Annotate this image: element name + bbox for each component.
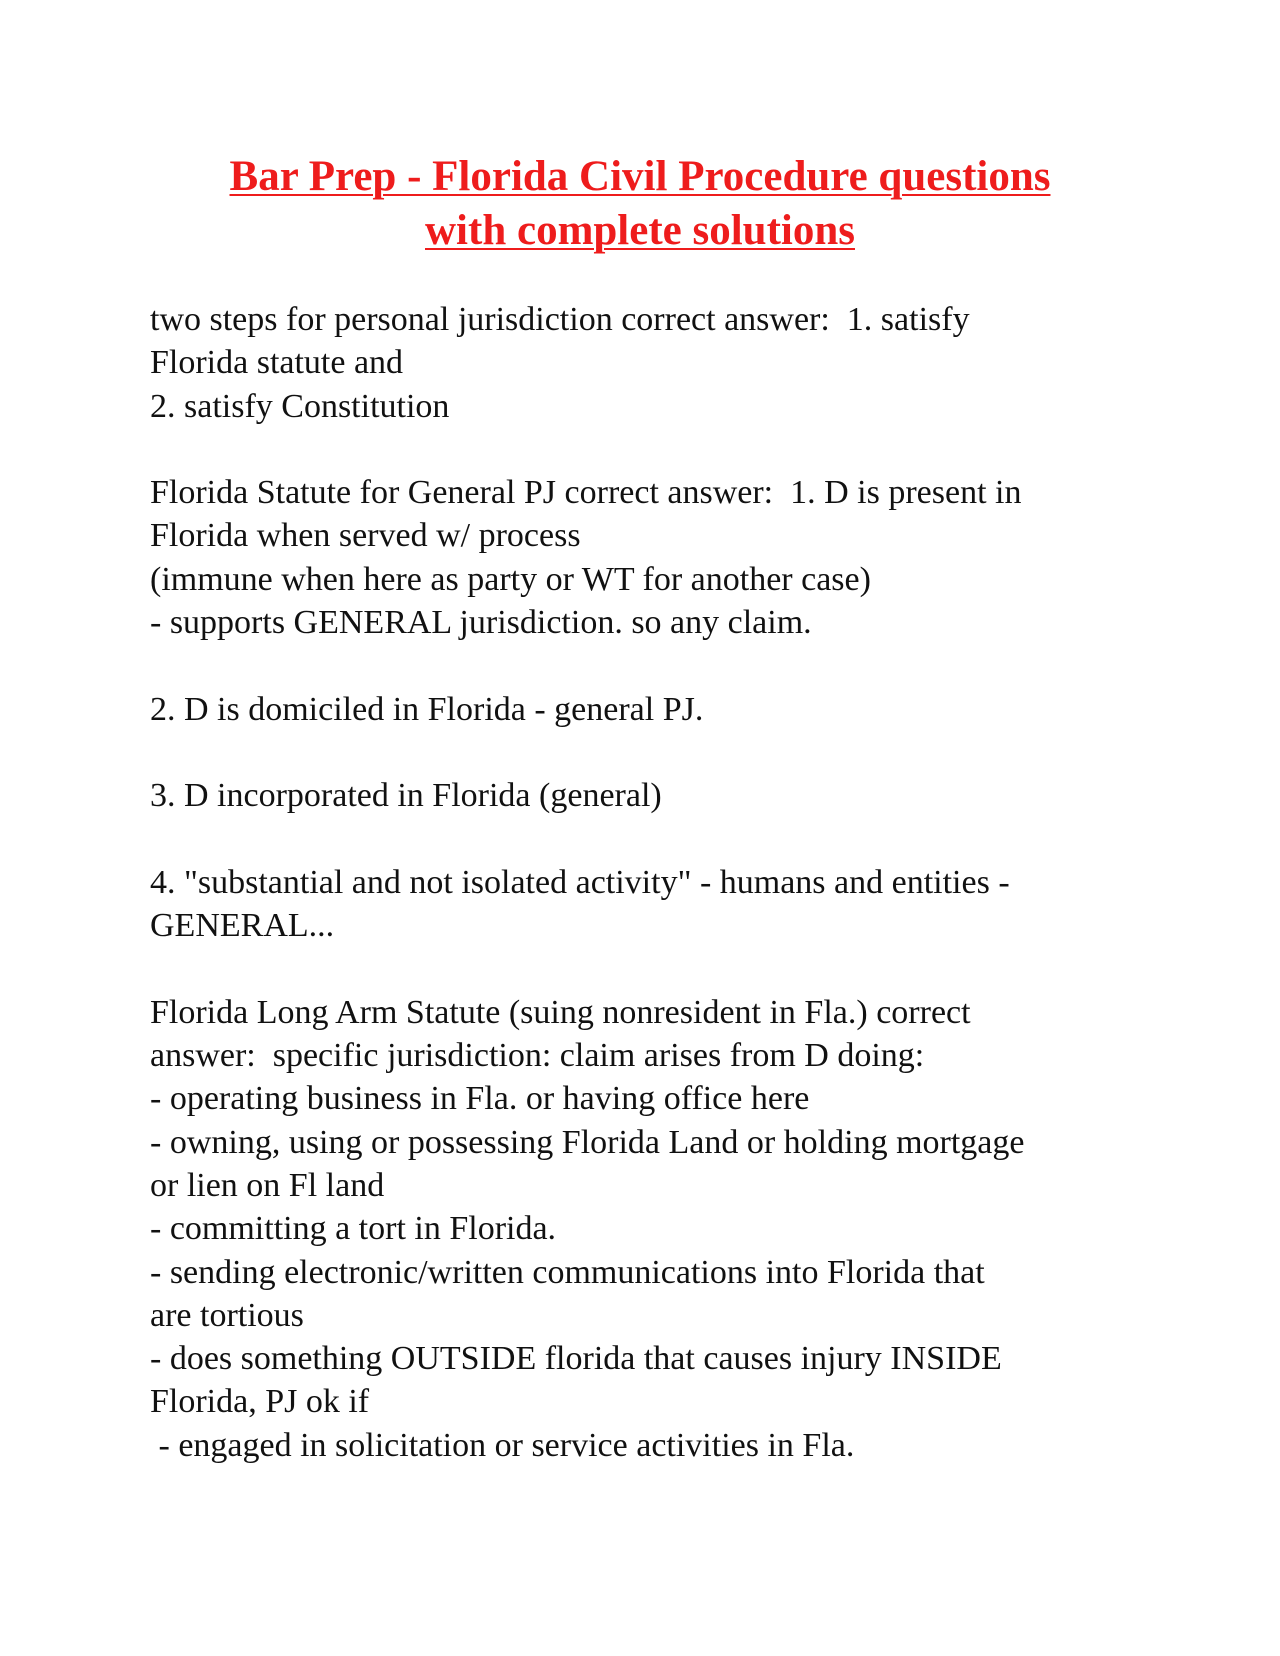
body-line: - operating business in Fla. or having office here (150, 1080, 810, 1118)
document-body (150, 298, 1150, 1467)
document-title (120, 150, 1160, 258)
body-line: 2. D is domiciled in Florida - general PJ. (150, 690, 704, 728)
body-line: answer: specific jurisdiction: claim arises from D doing: (150, 1037, 925, 1075)
body-line: 4. "substantial and not isolated activity" - humans and entities - (150, 863, 1010, 901)
body-line: - supports GENERAL jurisdiction. so any claim. (150, 604, 812, 642)
body-line: - owning, using or possessing Florida Land or holding mortgage (150, 1123, 1025, 1161)
body-line: - sending electronic/written communications into Florida that (150, 1253, 985, 1291)
body-line: are tortious (150, 1296, 304, 1334)
body-line: - does something OUTSIDE florida that causes injury INSIDE (150, 1340, 1002, 1378)
body-line: Florida, PJ ok if (150, 1383, 370, 1421)
body-line: 2. satisfy Constitution (150, 387, 450, 425)
body-line: Florida statute and (150, 344, 404, 382)
blank-line (150, 818, 1150, 861)
body-line: Florida Statute for General PJ correct answer: 1. D is present in (150, 474, 1022, 512)
body-line: - committing a tort in Florida. (150, 1210, 557, 1248)
body-line: Florida when served w/ process (150, 517, 581, 555)
body-line: (immune when here as party or WT for another case) (150, 560, 871, 598)
body-line: - engaged in solicitation or service activities in Fla. (150, 1426, 855, 1464)
body-line: two steps for personal jurisdiction correct answer: 1. satisfy (150, 301, 970, 338)
title-line-1: Bar Prep - Florida Civil Procedure questions (229, 153, 1051, 200)
body-line: GENERAL... (150, 907, 335, 945)
body-line: 3. D incorporated in Florida (general) (150, 777, 662, 815)
blank-line (150, 731, 1150, 774)
blank-line (150, 947, 1150, 990)
blank-line (150, 428, 1150, 471)
title-line-2: with complete solutions (425, 207, 855, 254)
blank-line (150, 644, 1150, 687)
body-line: or lien on Fl land (150, 1166, 385, 1204)
body-line: Florida Long Arm Statute (suing nonresident in Fla.) correct (150, 993, 971, 1031)
